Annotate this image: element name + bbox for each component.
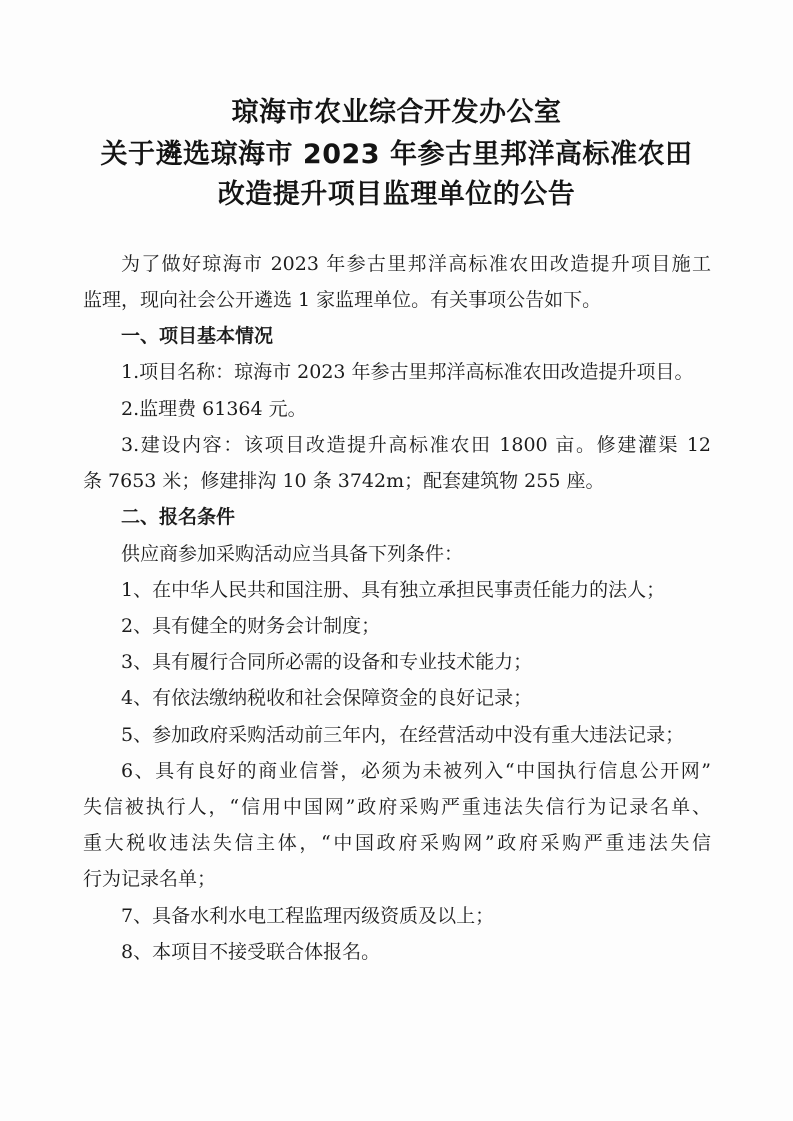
intro-line-2: 监理，现向社会公开遴选 1 家监理单位。有关事项公告如下。 — [83, 289, 602, 311]
section2-heading: 二、报名条件 — [121, 506, 236, 528]
condition-1: 1、在中华人民共和国注册、具有独立承担民事责任能力的法人； — [121, 579, 666, 601]
section1-item1: 1.项目名称：琼海市 2023 年参古里邦洋高标准农田改造提升项目。 — [121, 361, 694, 383]
title-line-1: 琼海市农业综合开发办公室 — [231, 97, 562, 128]
condition-8: 8、本项目不接受联合体报名。 — [121, 941, 381, 963]
condition-6-line4: 行为记录名单； — [83, 868, 217, 890]
condition-6-line1: 6、具有良好的商业信誉，必须为未被列入“中国执行信息公开网” — [121, 760, 711, 782]
condition-4: 4、有依法缴纳税收和社会保障资金的良好记录； — [121, 687, 533, 709]
condition-5: 5、参加政府采购活动前三年内，在经营活动中没有重大违法记录； — [121, 724, 685, 746]
section1-item2: 2.监理费 61364 元。 — [121, 398, 307, 420]
section1-item3-line1: 3.建设内容：该项目改造提升高标准农田 1800 亩。修建灌渠 12 — [121, 434, 711, 456]
title-line-2: 关于遴选琼海市 2023 年参古里邦洋高标准农田 — [100, 139, 693, 170]
condition-6-line3: 重大税收违法失信主体，“中国政府采购网”政府采购严重违法失信 — [83, 832, 711, 854]
condition-3: 3、具有履行合同所必需的设备和专业技术能力； — [121, 651, 533, 673]
section1-item3-line2: 条 7653 米；修建排沟 10 条 3742m；配套建筑物 255 座。 — [83, 470, 605, 492]
condition-7: 7、具备水利水电工程监理丙级资质及以上； — [121, 905, 495, 927]
condition-2: 2、具有健全的财务会计制度； — [121, 615, 381, 637]
section1-heading: 一、项目基本情况 — [121, 325, 274, 347]
title-line-3: 改造提升项目监理单位的公告 — [217, 179, 576, 210]
condition-6-line2: 失信被执行人，“信用中国网”政府采购严重违法失信行为记录名单、 — [83, 796, 711, 818]
section2-lead: 供应商参加采购活动应当具备下列条件： — [121, 543, 464, 565]
intro-line-1: 为了做好琼海市 2023 年参古里邦洋高标准农田改造提升项目施工 — [121, 253, 711, 275]
